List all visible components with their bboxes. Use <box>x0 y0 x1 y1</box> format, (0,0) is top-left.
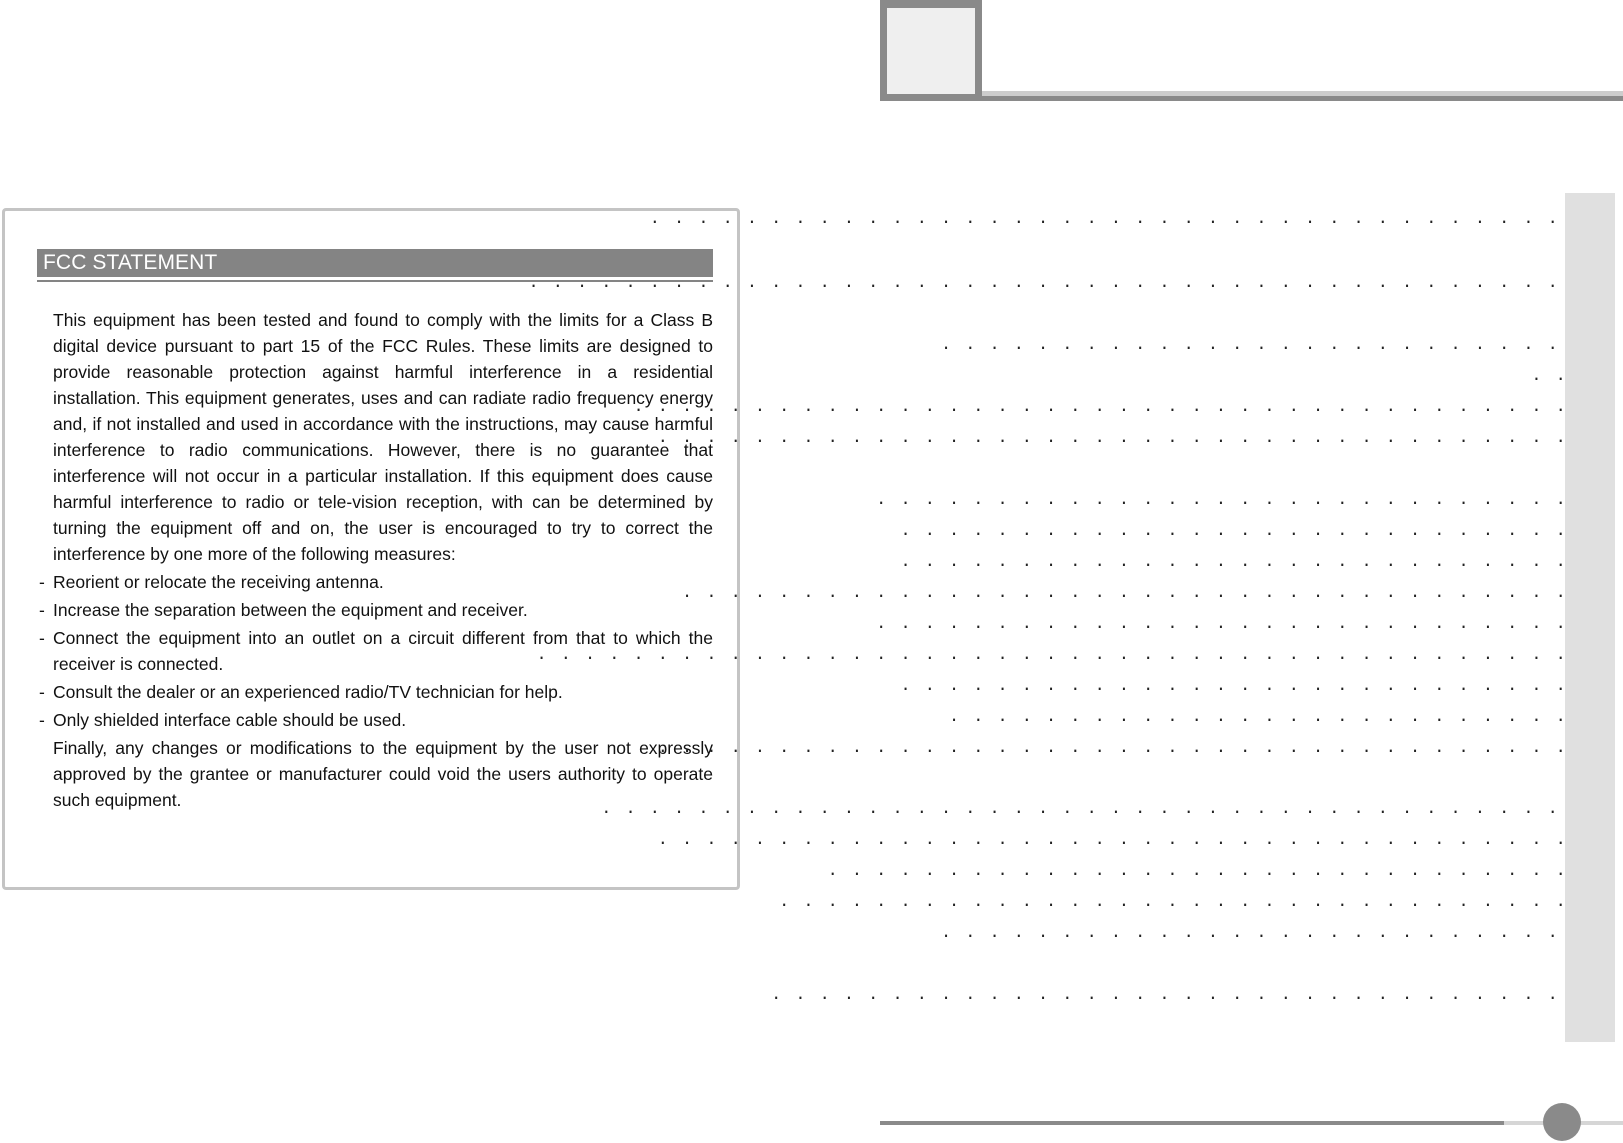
toc-leader-row: . . . . . . . . . . . . . . . . . . . . . . . . . . <box>941 334 1560 353</box>
fcc-measure-text: Increase the separation between the equipment and receiver. <box>53 600 528 620</box>
contents-side-tab <box>1565 193 1615 1042</box>
toc-leader-row: . . . . . . . . . . . . . . . . . . . . . . . . . . <box>941 922 1560 941</box>
toc-leader-row: . . . . . . . . . . . . . . . . . . . . . . . . . . . . . . . . . . . . . . <box>658 829 1568 848</box>
toc-leader-row: . . . . . . . . . . . . . . . . . . . . . . . . . . . . <box>900 675 1568 694</box>
toc-leader-row: . . . . . . . . . . . . . . . . . . . . . . . . . . . . . . . . . <box>771 984 1560 1003</box>
fcc-measure-text: Only shielded interface cable should be used. <box>53 710 407 730</box>
page-number-circle <box>1543 1103 1581 1141</box>
fcc-statement-title: FCC STATEMENT <box>37 249 713 277</box>
fcc-measure-item: - Only shielded interface cable should be used. <box>39 710 407 730</box>
toc-leader-row: . . . . . . . . . . . . . . . . . . . . . . . . . . . . . . . <box>827 860 1568 879</box>
toc-leader-row: . . . . . . . . . . . . . . . . . . . . . . . . . . . . . <box>876 489 1568 508</box>
fcc-measure-item: - Increase the separation between the equipment and receiver. <box>39 600 528 620</box>
toc-leader-row: . . . . . . . . . . . . . . . . . . . . . . . . . . . . . . . . . . . . . . <box>658 737 1568 756</box>
toc-leader-row: . . . . . . . . . . . . . . . . . . . . . . . . . . . . . . . . . . . . . <box>682 582 1568 601</box>
fcc-measure-item: - Reorient or relocate the receiving antenna. <box>39 572 384 592</box>
toc-leader-row: . . . . . . . . . . . . . . . . . . . . . . . . . . . . <box>900 520 1568 539</box>
toc-leader-row: . . . . . . . . . . . . . . . . . . . . . . . . . . . . . . . . . . . . . . . . . . . <box>528 272 1560 291</box>
toc-leader-row: . . . . . . . . . . . . . . . . . . . . . . . . . . . . . . . . . . . . . . <box>658 427 1568 446</box>
fcc-measure-text: Connect the equipment into an outlet on a circuit different from that to which the receiver is connected. <box>53 628 713 674</box>
toc-leader-row: . . . . . . . . . . . . . . . . . . . . . . . . . . . . . . . . . . . . . . . . . . . <box>536 644 1568 663</box>
toc-leader-row: . . . . . . . . . . . . . . . . . . . . . . . . . . . . . . . . . . . . . . . . <box>601 798 1560 817</box>
fcc-measure-text: Consult the dealer or an experienced radio/TV technician for help. <box>53 682 563 702</box>
contents-header-rule-dark <box>880 96 1623 101</box>
footer-rule-dark <box>880 1121 1504 1125</box>
fcc-measure-item: - Connect the equipment into an outlet on a circuit different from that to which the receiver is connected. <box>39 628 713 674</box>
toc-leader-row: . . . . . . . . . . . . . . . . . . . . . . . . . . <box>949 706 1568 725</box>
fcc-closing-paragraph: Finally, any changes or modifications to the equipment by the user not expressly approved by the grantee or manufacturer could void the users authority to operate such equipment. <box>53 738 713 810</box>
toc-leader-row: . . . . . . . . . . . . . . . . . . . . . . . . . . . . . . . . . <box>779 891 1568 910</box>
toc-leader-row: . . . . . . . . . . . . . . . . . . . . . . . . . . . . <box>900 551 1568 570</box>
toc-leader-row: . . . . . . . . . . . . . . . . . . . . . . . . . . . . . . . . . . . . . . . <box>633 396 1568 415</box>
fcc-statement-body <box>39 307 713 813</box>
toc-leader-row: . . . . . . . . . . . . . . . . . . . . . . . . . . . . . . . . . . . . . . <box>650 208 1560 227</box>
fcc-measure-text: Reorient or relocate the receiving antenna. <box>53 572 384 592</box>
toc-leader-row: . . . . . . . . . . . . . . . . . . . . . . . . . . . . . <box>876 613 1568 632</box>
fcc-intro-paragraph: This equipment has been tested and found to comply with the limits for a Class B digital device pursuant to part 15 of the FCC Rules. These limits are designed to provide reasonable protection against harmful interference in a residential installation. This equipment generates, uses and can radiate radio frequency energy and, if not installed and used in accordance with the instructions, may cause harmful interference to radio communications. However, there is no guarantee that interference will not occur in a particular installation. If this equipment does cause harmful interference to radio or tele-vision reception, with can be determined by turning the equipment off and on, the user is encouraged to try to correct the interference by one more of the following measures: <box>53 310 713 564</box>
fcc-measure-item: - Consult the dealer or an experienced radio/TV technician for help. <box>39 682 563 702</box>
fcc-statement-box <box>2 208 740 890</box>
contents-header-square-inner <box>887 8 975 94</box>
toc-leader-row: . . <box>1531 365 1568 384</box>
